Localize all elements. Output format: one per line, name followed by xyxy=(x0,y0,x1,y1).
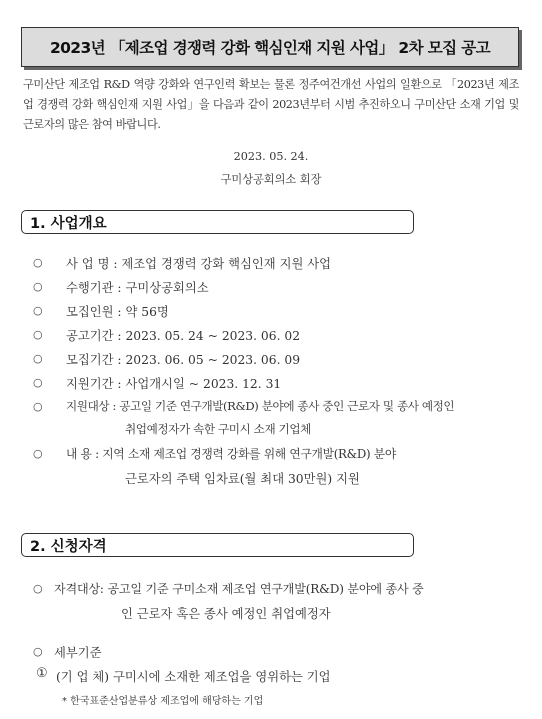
bullet-icon: ○ xyxy=(33,645,43,658)
bullet-icon: ○ xyxy=(33,376,43,389)
section-heading-eligibility xyxy=(21,533,414,557)
bullet-icon: ○ xyxy=(33,400,43,413)
notice-date: 2023. 05. 24. xyxy=(233,150,309,163)
overview-item: 지원대상 : 공고일 기준 연구개발(R&D) 분야에 종사 중인 근로자 및 종사 예정인 xyxy=(66,399,455,413)
bullet-icon: ○ xyxy=(33,304,43,317)
circled-number-one: ① xyxy=(36,666,48,681)
notice-title: 2023년 「제조업 경쟁력 강화 핵심인재 지원 사업」 2차 모집 공고 xyxy=(49,39,491,57)
notice-title-box xyxy=(21,27,519,67)
overview-item: 모집기간 : 2023. 06. 05 ~ 2023. 06. 09 xyxy=(66,353,301,367)
overview-item: 모집인원 : 약 56명 xyxy=(66,305,169,319)
qualification-text: 자격대상: 공고일 기준 구미소재 제조업 연구개발(R&D) 분야에 종사 중 xyxy=(54,582,424,596)
section-heading-text: 2. 신청자격 xyxy=(30,538,107,555)
bullet-icon: ○ xyxy=(33,352,43,365)
bullet-icon: ○ xyxy=(33,447,43,460)
criteria-label: 세부기준 xyxy=(54,646,102,660)
issuer-name: 구미상공회의소 회장 xyxy=(220,173,322,186)
bullet-icon: ○ xyxy=(33,582,43,595)
overview-item: 내 용 : 지역 소재 제조업 경쟁력 강화를 위해 연구개발(R&D) 분야 xyxy=(66,447,396,461)
overview-item: 공고기간 : 2023. 05. 24 ~ 2023. 06. 02 xyxy=(66,329,301,343)
overview-item-continued: 근로자의 주택 임차료(월 최대 30만원) 지원 xyxy=(125,472,360,486)
overview-item: 사 업 명 : 제조업 경쟁력 강화 핵심인재 지원 사업 xyxy=(66,257,332,271)
overview-item-continued: 취업예정자가 속한 구미시 소재 기업체 xyxy=(125,422,311,436)
section-heading-text: 1. 사업개요 xyxy=(30,215,107,232)
bullet-icon: ○ xyxy=(33,280,43,293)
overview-item: 수행기관 : 구미상공회의소 xyxy=(66,281,209,295)
footnote: * 한국표준산업분류상 제조업에 해당하는 기업 xyxy=(62,696,264,707)
bullet-icon: ○ xyxy=(33,256,43,269)
overview-item: 지원기간 : 사업개시일 ~ 2023. 12. 31 xyxy=(66,377,282,391)
intro-paragraph: 구미산단 제조업 R&D 역량 강화와 연구인력 확보는 물론 정주여건개선 사업의 일환으로 「2023년 제조업 경쟁력 강화 핵심인재 지원 사업」을 다음과 같이 2023년부터 시범 추진하오니 구미산단 소재 기업 및 근로자의 많은 참여 바랍니다. xyxy=(23,78,519,131)
section-heading-overview xyxy=(21,210,414,234)
criteria-item: (기 업 체) 구미시에 소재한 제조업을 영위하는 기업 xyxy=(56,670,331,684)
qualification-text-continued: 인 근로자 혹은 종사 예정인 취업예정자 xyxy=(121,607,331,621)
bullet-icon: ○ xyxy=(33,328,43,341)
